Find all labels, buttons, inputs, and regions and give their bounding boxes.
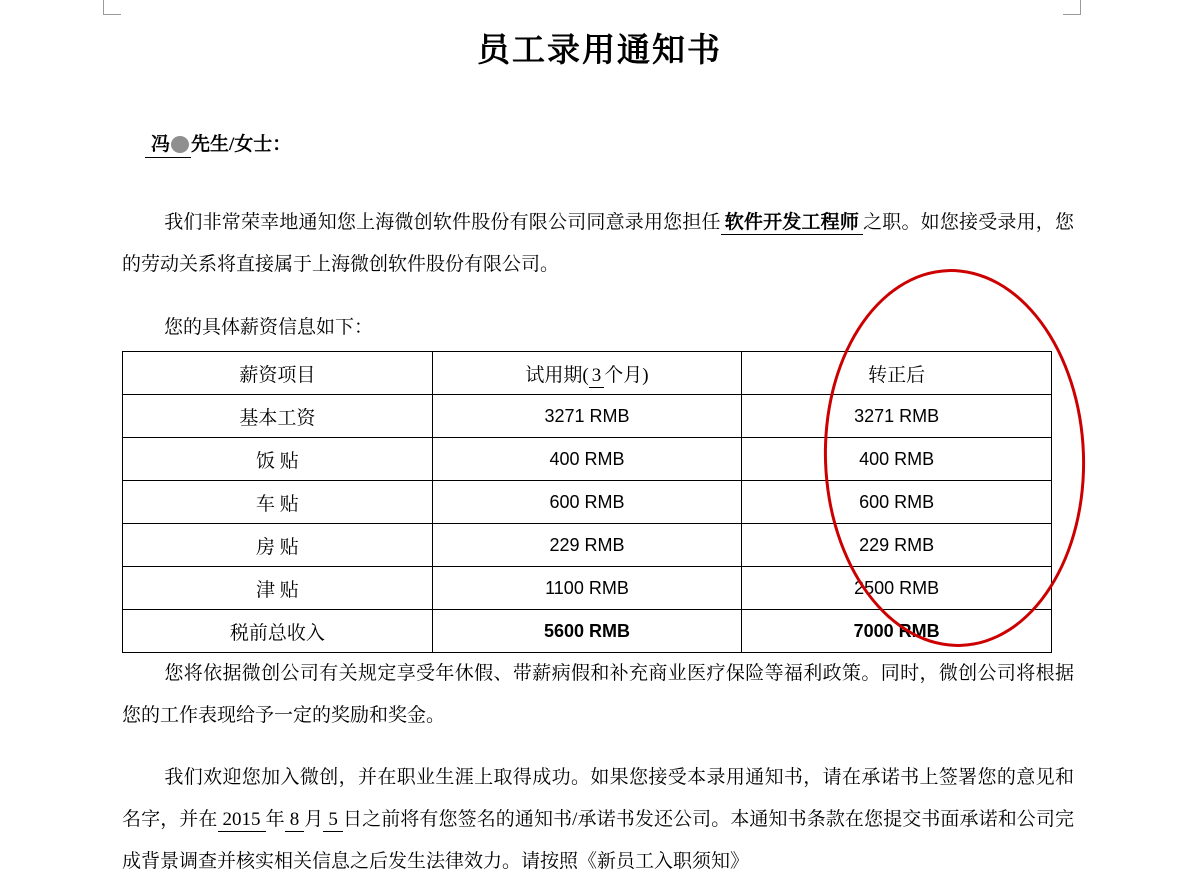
document-title: 员工录用通知书 — [477, 33, 722, 69]
row-label: 津 贴 — [123, 567, 433, 610]
recipient-name-blank — [145, 129, 191, 158]
row-regular-value: 229 RMB — [742, 524, 1052, 567]
acceptance-text-before: 我们欢迎您加入微创，并在职业生涯上取得成功。如果您接受本录用通知书，请在承诺书上签署您的意见和名字，并在 — [122, 767, 1074, 830]
header-probation-prefix: 试用期( — [525, 364, 589, 386]
row-regular-value: 400 RMB — [742, 438, 1052, 481]
row-probation-value: 3271 RMB — [432, 395, 742, 438]
header-regular: 转正后 — [742, 352, 1052, 395]
acceptance-text-after: 之前将有您签名的通知书/承诺书发还公司。本通知书条款在您提交书面承诺和公司完成背景调查并核实相关信息之后发生法律效力。请按照《新员工入职须知》 — [122, 809, 1074, 872]
table-row — [123, 395, 1052, 438]
row-label: 车 贴 — [123, 481, 433, 524]
row-probation-value: 600 RMB — [432, 481, 742, 524]
paragraph-spacer — [0, 737, 1199, 757]
row-regular-value: 2500 RMB — [742, 567, 1052, 610]
row-regular-value: 7000 RMB — [742, 610, 1052, 653]
redaction-mark — [171, 136, 189, 153]
row-label: 饭 贴 — [123, 438, 433, 481]
table-row — [123, 524, 1052, 567]
probation-months: 3 — [589, 365, 605, 388]
position-title: 软件开发工程师 — [721, 212, 863, 235]
paragraph-benefits — [0, 653, 1199, 737]
offer-text-after: 之职。如您接受录用，您的劳动关系将直接属于上海微创软件股份有限公司。 — [122, 212, 1074, 275]
table-row — [123, 567, 1052, 610]
salary-lead-in: 您的具体薪资信息如下： — [164, 317, 374, 338]
row-probation-value: 5600 RMB — [432, 610, 742, 653]
deadline-month: 8 — [285, 809, 305, 832]
deadline-day: 5 — [323, 809, 343, 832]
deadline-year-unit: 年 — [265, 809, 285, 830]
row-probation-value: 400 RMB — [432, 438, 742, 481]
header-item: 薪资项目 — [123, 352, 433, 395]
table-row — [123, 481, 1052, 524]
benefits-text: 您将依据微创公司有关规定享受年休假、带薪病假和补充商业医疗保险等福利政策。同时，微创公司将根据您的工作表现给予一定的奖励和奖金。 — [122, 663, 1074, 726]
row-regular-value: 3271 RMB — [742, 395, 1052, 438]
offer-text-before: 我们非常荣幸地通知您上海微创软件股份有限公司同意录用您担任 — [164, 212, 721, 233]
header-probation-suffix: 个月) — [604, 364, 649, 386]
row-label: 房 贴 — [123, 524, 433, 567]
deadline-month-unit: 月 — [304, 809, 324, 830]
row-label: 基本工资 — [123, 395, 433, 438]
table-header-row — [123, 352, 1052, 395]
deadline-year: 2015 — [218, 809, 266, 832]
row-regular-value: 600 RMB — [742, 481, 1052, 524]
row-probation-value: 1100 RMB — [432, 567, 742, 610]
salutation-line — [145, 129, 1199, 158]
deadline-day-unit: 日 — [342, 809, 363, 830]
paragraph-acceptance — [0, 757, 1199, 883]
row-probation-value: 229 RMB — [432, 524, 742, 567]
salutation-suffix: 先生/女士： — [191, 134, 292, 155]
recipient-name: 冯 — [151, 134, 171, 155]
salary-table — [122, 351, 1052, 653]
header-probation — [432, 352, 742, 395]
paragraph-offer — [0, 202, 1199, 286]
table-row — [123, 438, 1052, 481]
row-label: 税前总收入 — [123, 610, 433, 653]
table-row-total — [123, 610, 1052, 653]
